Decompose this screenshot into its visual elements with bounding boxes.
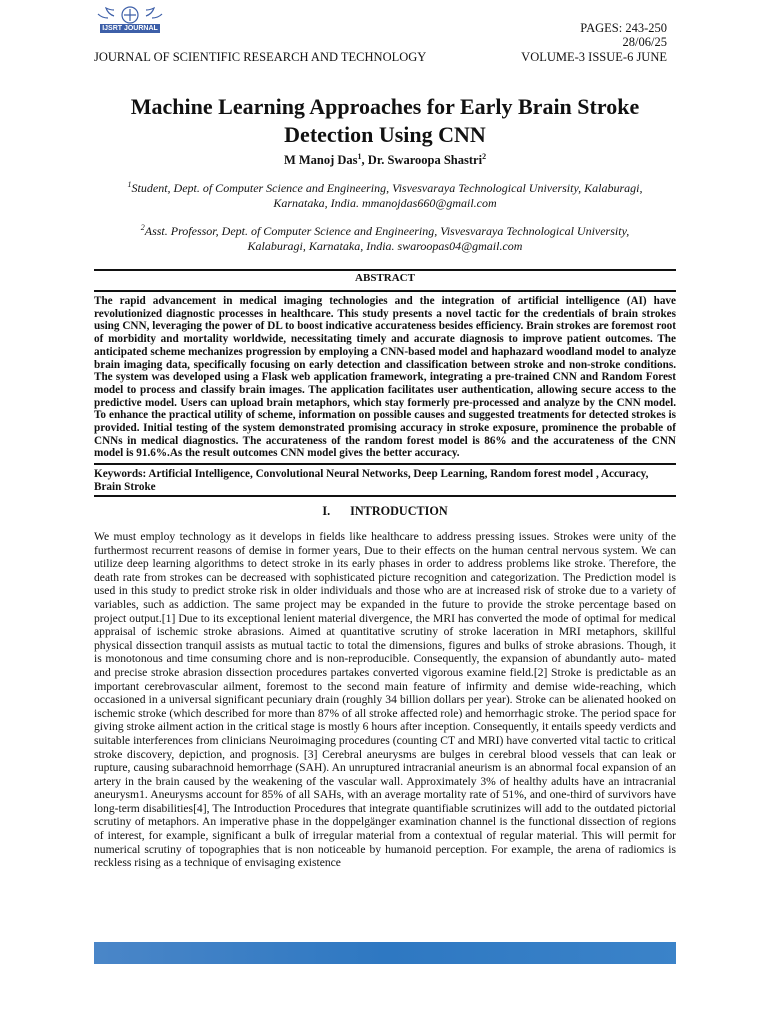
affiliation-2-line-1: Asst. Professor, Dept. of Computer Science and Engineering, Visvesvaraya Technological University,: [144, 224, 630, 238]
logo-emblem-icon: [94, 2, 166, 42]
keywords-top-rule: [94, 463, 676, 465]
author-1-sup: 1: [357, 152, 362, 161]
keywords: Keywords: Artificial Intelligence, Convolutional Neural Networks, Deep Learning, Random forest model , Accuracy, Brain Stroke: [94, 468, 649, 493]
introduction-text: We must employ technology as it develops in fields like healthcare to address pressing issues. Strokes were unity of the furthermost recurrent reasons of demise in former years, Due to their effects on the human central nervous system. We can utilize deep learning algorithms to detect stroke in its early phases in order to address problems like stroke. Therefore, the death rate from strokes can be decreased with sophisticated picture recognition and categorization. The Prediction model is used in this study to predict stroke risk in older individuals and those who are at increased risk of stroke due to a variety of variables, such as addiction. The same project may be expanded in the future to provide the stroke percentage based on project output.[1] Due to its exceptional lenient material divergence, the MRI has converted the mode of optimal for medical appraisal of ischemic stroke abrasions. Aimed at quantitative scrutiny of stroke laceration in MRI metaphors, skillful physical dissection tranquil assists as mutual tactic to total the dimensions, figures and bulks of stroke abrasions. Though, it is monotonous and time consuming chore and is non-reproducible. Consequently, the expansion of abundantly auto- mated and precise stroke abrasion dissection procedures partakes converted vigorous examine field.[2] Stroke is predictable as an important cerebrovascular ailment, foremost to the second main feature of infirmity and demise wide-reaching, which occasioned in a universal significant pecuniary drain (roughly 34 billion dollars per year). Stroke can be alienated hooked on ischemic stroke (which described for more than 87% of all stroke affected role) and hemorrhagic stroke. The period space for giving stroke ailment action in the critical stage is mostly 6 hours after inception. Consequently, it entails speedy verdicts and suitable interferences from clinicians Neuroimaging procedures (counting CT and MRI) have converted vital tactic to critical stroke discovery, depiction, and prognosis. [3] Cerebral aneurysms are bulges in cerebral blood vessels that can leak or rupture, causing subarachnoid hemorrhage (SAH). An unruptured intracranial aneurism is an abnormal focal expansion of an artery in the brain caused by the weakening of the vascular wall. Approximately 3% of healthy adults have an intracranial aneurysm1. Aneurysms account for 85% of all SAHs, with an average mortality rate of 51%, and one-third of survivors have long-term disabilities[4], The Introduction Procedures that integrate quantifiable scrutinizes will add to the outdated pictorial scrutiny of metaphors. An imperative phase in the doppelgänger examination channel is the functional dissection of regions of interest, for example, significant a bulk of irregular material from a contextual of regular material. This will permit for numerical scrutiny of topographies that is non noticeable by humanoid perception. For example, the arena of radiomics is reckless rising as a technique of envisaging existence: [94, 530, 676, 870]
footer-bar: [94, 942, 676, 964]
publication-date: 28/06/25: [622, 35, 667, 49]
affiliation-1-sup: 1: [127, 180, 132, 189]
title-line-1: Machine Learning Approaches for Early Brain Stroke: [130, 94, 640, 119]
affiliation-2: [114, 221, 656, 253]
paper-title: [94, 93, 676, 149]
title-line-2: Detection Using CNN: [284, 122, 486, 147]
author-separator: ,: [361, 153, 368, 168]
author-2: Dr. Swaroopa Shastri: [367, 153, 483, 168]
journal-name: JOURNAL OF SCIENTIFIC RESEARCH AND TECHNOLOGY: [94, 50, 427, 64]
affiliation-1-line-2: Karnataka, India. mmanojdas660@gmail.com: [273, 195, 497, 210]
abstract-text: The rapid advancement in medical imaging technologies and the integration of artificial intelligence (AI) have revolutionized diagnostic processes in healthcare. This study presents a novel tactic for the credentials of brain strokes using CNN, leveraging the power of DL to boost indicative accurateness besides efficiency. Brain strokes are foremost root of morbidity and mortality worldwide, necessitating timely and accurate diagnosis to improve patient outcomes. The anticipated scheme mechanizes progression by employing a CNN-based model and haphazard woodland model to analyze brain imaging data, specifically focusing on early detection and classification between stroke and non-stroke conditions. The system was developed using a Flask web application framework, integrating a pre-trained CNN and Random Forest model to process and classify brain images. The application facilitates user authentication, allowing secure access to the predictive model. Users can upload brain metaphors, which stay formerly pre-processed and analyze by the CNN model. To enhance the practical utility of scheme, information on possible causes and suggested treatments for detected strokes is provided. Initial testing of the system demonstrated promising accuracy in stroke exposure, prominence the probable of CNNs in medical diagnostics. The accurateness of the random forest model is 86% and the accurateness of the CNN model is 91.6%.As the result outcomes CNN model gives the better accuracy.: [94, 295, 676, 460]
author-1: M Manoj Das: [283, 153, 358, 168]
section-title: INTRODUCTION: [350, 504, 448, 518]
author-list: [94, 152, 676, 168]
logo-text: IJSRT JOURNAL: [102, 25, 158, 32]
journal-logo: [94, 2, 166, 42]
section-number: I.: [322, 504, 331, 518]
page-range: PAGES: 243-250: [580, 21, 667, 35]
affiliation-2-line-2: Kalaburagi, Karnataka, India. swaroopas04@gmail.com: [247, 238, 523, 253]
keywords-bottom-rule: [94, 495, 676, 497]
affiliation-1: [114, 178, 656, 210]
volume-issue: VOLUME-3 ISSUE-6 JUNE: [521, 50, 667, 64]
affiliation-1-line-1: Student, Dept. of Computer Science and Engineering, Visvesvaraya Technological University, Kalaburagi,: [131, 181, 643, 195]
affiliation-2-sup: 2: [140, 223, 145, 232]
abstract-top-rule: [94, 269, 676, 271]
abstract-heading: ABSTRACT: [355, 272, 415, 284]
section-heading-introduction: [94, 504, 676, 519]
abstract-heading-rule: [94, 290, 676, 292]
author-2-sup: 2: [482, 152, 487, 161]
